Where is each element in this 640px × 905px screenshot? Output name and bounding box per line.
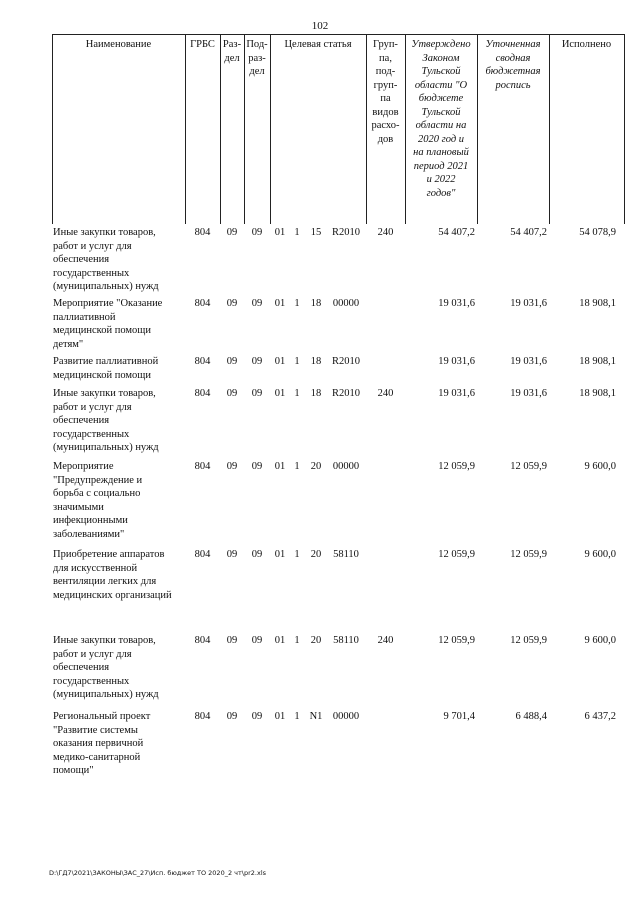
row-utverzhdeno: 12 059,9 — [438, 461, 475, 472]
row-cs-subprogram: N1 — [309, 711, 323, 722]
row-cs-type: 1 — [294, 298, 300, 309]
row-podrazdel: 09 — [251, 461, 263, 472]
row-razdel: 09 — [226, 711, 238, 722]
row-utochnennaya: 19 031,6 — [510, 298, 547, 309]
header-gruppa-vidov-raskhodov: Груп- па, под- груп- па видов расхо- дов — [371, 39, 400, 145]
row-cs-type: 1 — [294, 635, 300, 646]
row-podrazdel: 09 — [251, 356, 263, 367]
header-col-divider — [549, 34, 550, 224]
row-grbs: 804 — [194, 388, 211, 399]
row-utverzhdeno: 12 059,9 — [438, 549, 475, 560]
row-cs-type: 1 — [294, 356, 300, 367]
row-grbs: 804 — [194, 298, 211, 309]
row-utochnennaya: 19 031,6 — [510, 388, 547, 399]
row-cs-program: 01 — [274, 711, 286, 722]
row-cs-type: 1 — [294, 711, 300, 722]
header-name: Наименование — [85, 39, 152, 50]
row-utochnennaya: 54 407,2 — [510, 227, 547, 238]
row-utochnennaya: 19 031,6 — [510, 356, 547, 367]
row-cs-direction: 58110 — [333, 549, 359, 560]
header-razdel: Раз- дел — [222, 39, 242, 64]
row-utochnennaya: 12 059,9 — [510, 635, 547, 646]
row-cs-program: 01 — [274, 461, 286, 472]
row-cs-direction: 00000 — [332, 298, 360, 309]
row-podrazdel: 09 — [251, 635, 263, 646]
header-col-divider — [624, 34, 625, 224]
row-grbs: 804 — [194, 711, 211, 722]
row-utverzhdeno: 9 701,4 — [443, 711, 475, 722]
row-ispolneno: 18 908,1 — [579, 388, 616, 399]
row-ispolneno: 6 437,2 — [584, 711, 616, 722]
row-razdel: 09 — [226, 461, 238, 472]
row-utverzhdeno: 19 031,6 — [438, 388, 475, 399]
row-razdel: 09 — [226, 298, 238, 309]
row-name: Приобретение аппаратов для искусственной вентиляции легких для медицинских организаций — [53, 549, 172, 601]
row-cs-program: 01 — [274, 298, 286, 309]
row-ispolneno: 18 908,1 — [579, 356, 616, 367]
row-podrazdel: 09 — [251, 298, 263, 309]
row-razdel: 09 — [226, 227, 238, 238]
row-razdel: 09 — [226, 388, 238, 399]
row-utverzhdeno: 19 031,6 — [438, 298, 475, 309]
row-cs-program: 01 — [274, 549, 286, 560]
row-cs-subprogram: 20 — [310, 461, 322, 472]
header-ispolneno: Исполнено — [561, 39, 612, 50]
row-name: Иные закупки товаров, работ и услуг для обеспечения государственных (муниципальных) нужд — [53, 635, 159, 700]
row-cs-direction: 00000 — [332, 711, 360, 722]
row-cs-subprogram: 20 — [310, 549, 322, 560]
header-col-divider — [185, 34, 186, 224]
row-vid-raskhodov: 240 — [377, 227, 394, 238]
row-grbs: 804 — [194, 549, 211, 560]
header-podrazdel: Под- раз- дел — [246, 39, 268, 77]
row-name: Иные закупки товаров, работ и услуг для обеспечения государственных (муниципальных) нужд — [53, 227, 159, 292]
row-cs-subprogram: 15 — [310, 227, 322, 238]
row-grbs: 804 — [194, 356, 211, 367]
row-grbs: 804 — [194, 461, 211, 472]
row-ispolneno: 18 908,1 — [579, 298, 616, 309]
row-cs-direction: 00000 — [332, 461, 360, 472]
row-ispolneno: 9 600,0 — [584, 635, 616, 646]
row-utochnennaya: 6 488,4 — [515, 711, 547, 722]
row-cs-direction: R2010 — [331, 356, 360, 367]
row-ispolneno: 9 600,0 — [584, 549, 616, 560]
header-utochnennaya-rospis: Уточненная сводная бюджетная роспись — [485, 39, 541, 91]
row-podrazdel: 09 — [251, 549, 263, 560]
row-utverzhdeno: 54 407,2 — [438, 227, 475, 238]
header-col-divider — [52, 34, 53, 224]
row-utochnennaya: 12 059,9 — [510, 461, 547, 472]
row-vid-raskhodov: 240 — [377, 635, 394, 646]
row-name: Мероприятие "Оказание паллиативной медицинской помощи детям" — [53, 298, 163, 350]
row-cs-program: 01 — [274, 635, 286, 646]
row-ispolneno: 54 078,9 — [579, 227, 616, 238]
row-podrazdel: 09 — [251, 711, 263, 722]
header-top-border — [52, 34, 624, 35]
header-col-divider — [270, 34, 271, 224]
row-cs-subprogram: 18 — [310, 298, 322, 309]
row-cs-direction: 58110 — [333, 635, 359, 646]
row-vid-raskhodov: 240 — [377, 388, 394, 399]
row-name: Иные закупки товаров, работ и услуг для обеспечения государственных (муниципальных) нужд — [53, 388, 159, 453]
row-cs-subprogram: 20 — [310, 635, 322, 646]
row-grbs: 804 — [194, 227, 211, 238]
file-path-footer: D:\ГД7\2021\ЗАКОНЫ\ЗАС_27\Исп. бюджет ТО 2020_2 чт\pr2.xls — [49, 869, 267, 877]
row-cs-type: 1 — [294, 461, 300, 472]
row-utochnennaya: 12 059,9 — [510, 549, 547, 560]
row-cs-direction: R2010 — [331, 227, 360, 238]
row-name: Мероприятие "Предупреждение и борьба с социально значимыми инфекционными заболеваниями" — [53, 461, 143, 540]
row-podrazdel: 09 — [251, 388, 263, 399]
row-cs-subprogram: 18 — [310, 388, 322, 399]
header-utverzhdeno: Утверждено Законом Тульской области "О бюджете Тульской области на 2020 год и на плановый период 2021 и 2022 годов" — [411, 39, 471, 199]
row-razdel: 09 — [226, 549, 238, 560]
row-utverzhdeno: 12 059,9 — [438, 635, 475, 646]
row-ispolneno: 9 600,0 — [584, 461, 616, 472]
row-cs-type: 1 — [294, 388, 300, 399]
row-cs-type: 1 — [294, 227, 300, 238]
row-cs-program: 01 — [274, 356, 286, 367]
page-number: 102 — [311, 20, 329, 32]
row-name: Региональный проект "Развитие системы оказания первичной медико-санитарной помощи" — [53, 711, 151, 776]
row-cs-subprogram: 18 — [310, 356, 322, 367]
header-grbs: ГРБС — [190, 39, 215, 50]
row-razdel: 09 — [226, 356, 238, 367]
row-razdel: 09 — [226, 635, 238, 646]
row-cs-program: 01 — [274, 388, 286, 399]
row-podrazdel: 09 — [251, 227, 263, 238]
row-utverzhdeno: 19 031,6 — [438, 356, 475, 367]
row-cs-direction: R2010 — [331, 388, 360, 399]
header-celevaya-statya: Целевая статья — [284, 39, 352, 50]
row-name: Развитие паллиативной медицинской помощи — [53, 356, 159, 381]
row-grbs: 804 — [194, 635, 211, 646]
row-cs-program: 01 — [274, 227, 286, 238]
row-cs-type: 1 — [294, 549, 300, 560]
